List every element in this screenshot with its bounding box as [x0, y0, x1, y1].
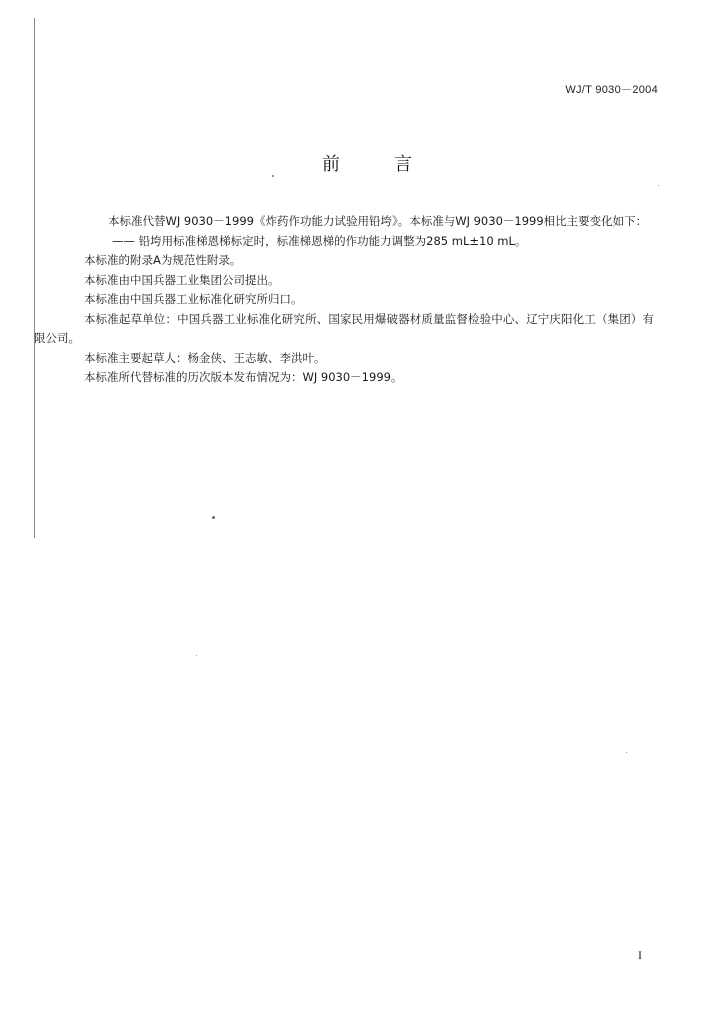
page-title: 前 言: [322, 154, 430, 175]
scan-speck: [658, 185, 659, 186]
paragraph-proposed-by: 本标准由中国兵器工业集团公司提出。: [84, 272, 280, 287]
standard-code: WJ/T 9030－2004: [565, 84, 658, 96]
page-number: I: [638, 948, 642, 962]
scan-margin-line: [34, 18, 35, 538]
paragraph-change-item: —— 铅垮用标准梯恩梯标定时，标准梯恩梯的作功能力调整为285 mL±10 mL。: [112, 233, 527, 248]
paragraph-replacement-note: 本标准代替WJ 9030－1999《炸药作功能力试验用铅垮》。本标准与WJ 9030－1999相比主要变化如下：: [108, 214, 648, 228]
paragraph-drafting-units: 本标准起草单位：中国兵器工业标准化研究所、国家民用爆破器材质量监督检验中心、辽宁庆阳化工（集团）有限公司。: [34, 311, 654, 345]
paragraph-drafters: 本标准主要起草人：杨金侠、王志敏、李洪叶。: [84, 350, 326, 365]
scan-speck: [626, 752, 627, 753]
scan-speck: [196, 655, 197, 656]
foreword-body: [34, 212, 654, 388]
paragraph-administered-by: 本标准由中国兵器工业标准化研究所归口。: [84, 292, 303, 306]
paragraph-version-history: 本标准所代替标准的历次版本发布情况为：WJ 9030－1999。: [84, 370, 403, 384]
scan-speck: [212, 516, 215, 519]
scan-speck: [272, 175, 274, 177]
paragraph-appendix: 本标准的附录A为规范性附录。: [84, 253, 242, 267]
